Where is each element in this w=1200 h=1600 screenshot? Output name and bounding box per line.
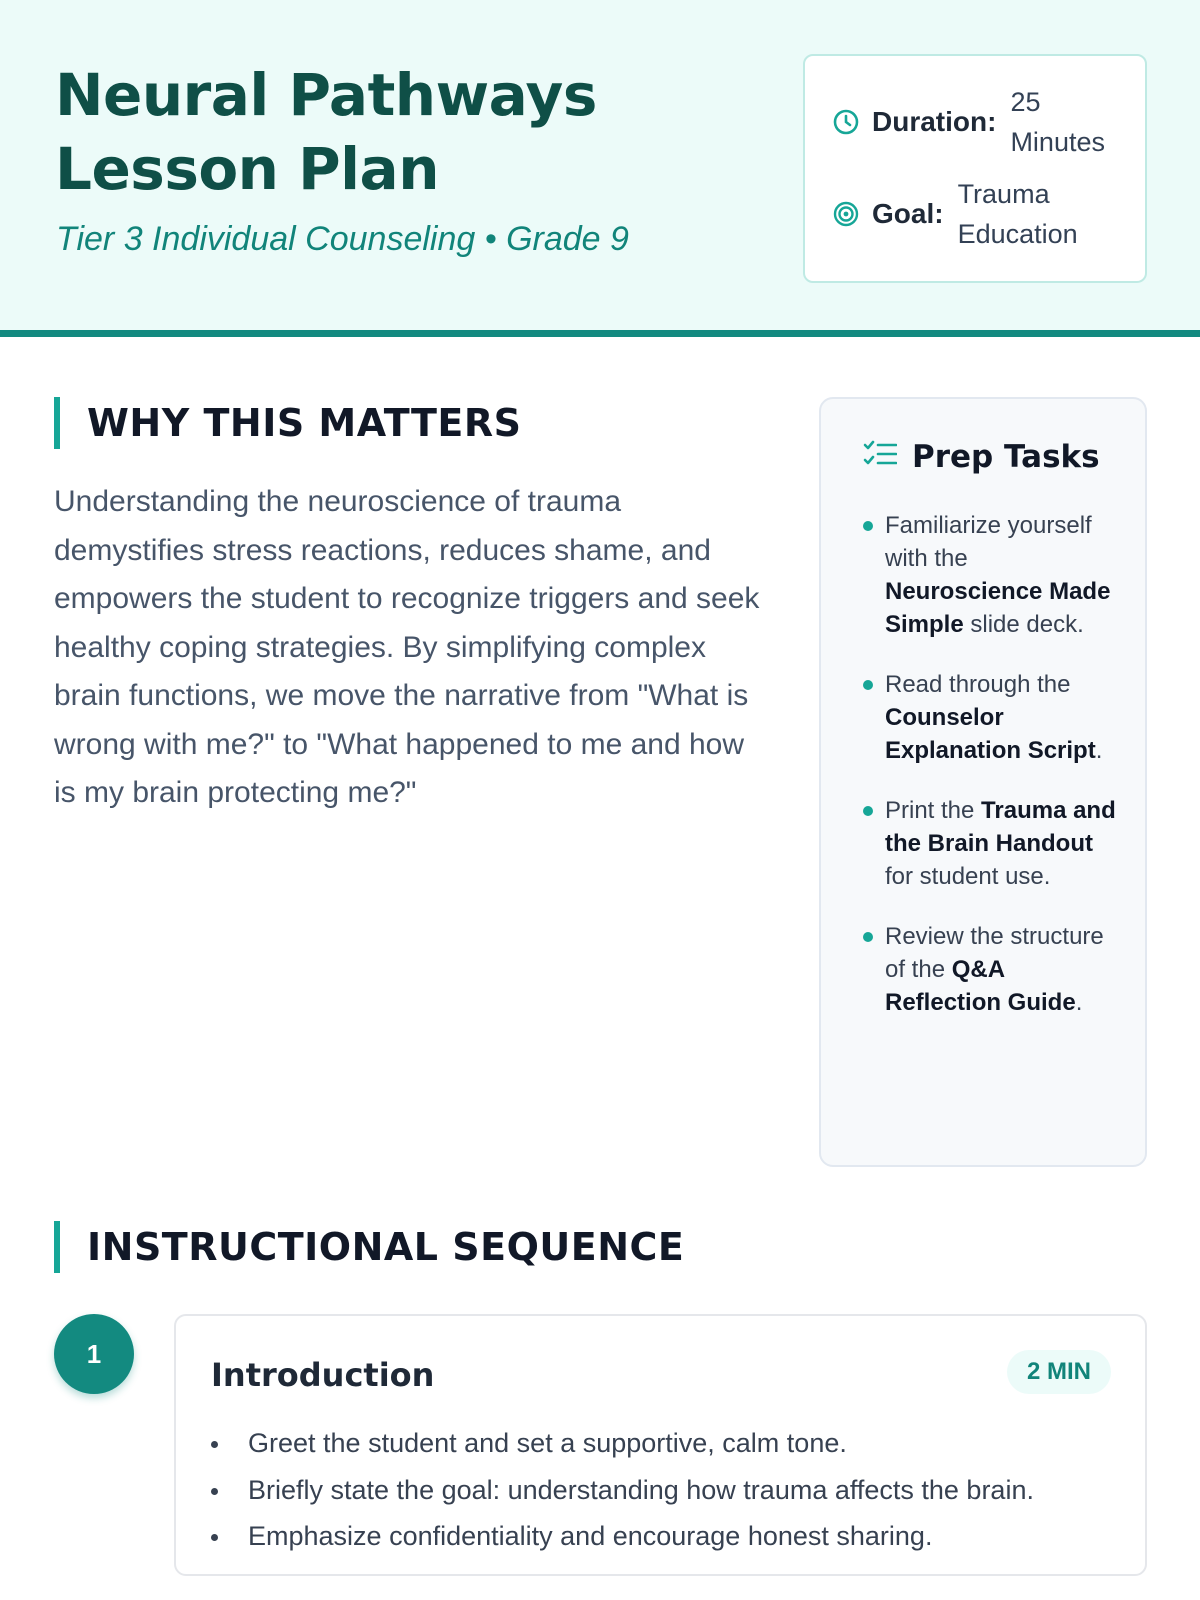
step-bullet: Emphasize confidentiality and encourage honest sharing. [211, 1513, 1111, 1560]
duration-value: 25 Minutes [1010, 87, 1105, 157]
step-number-badge: 1 [54, 1314, 134, 1394]
why-heading: WHY THIS MATTERS [54, 397, 522, 449]
sequence-heading: INSTRUCTIONAL SEQUENCE [54, 1221, 684, 1273]
prep-item: Familiarize yourself with the Neuroscience Made Simple slide deck. [863, 509, 1123, 641]
why-body: Understanding the neuroscience of trauma demystifies stress reactions, reduces shame, and empowers the student to recognize triggers and seek healthy coping strategies. By simplifying complex brain functions, we move the narrative from "What is wrong with me?" to "What happened to me and how is my brain protecting me?" [54, 485, 760, 809]
goal-row [832, 174, 1088, 254]
step-bullet: Briefly state the goal: understanding how trauma affects the brain. [211, 1467, 1111, 1514]
step-card-introduction [174, 1314, 1147, 1576]
prep-item: Print the Trauma and the Brain Handout for student use. [863, 794, 1123, 893]
step-title: Introduction [211, 1356, 435, 1394]
target-icon [832, 200, 860, 228]
duration-label: Duration: [872, 106, 997, 137]
goal-label: Goal: [872, 198, 944, 229]
prep-list [863, 509, 1123, 1046]
prep-tasks-card [819, 397, 1147, 1167]
lesson-header [0, 0, 1200, 337]
prep-item: Review the structure of the Q&A Reflection Guide. [863, 920, 1123, 1019]
step-bullet: Greet the student and set a supportive, calm tone. [211, 1420, 1111, 1467]
prep-item: Read through the Counselor Explanation Script. [863, 668, 1123, 767]
checklist-icon [863, 440, 897, 475]
prep-title: Prep Tasks [912, 439, 1100, 475]
lesson-meta-card [803, 54, 1147, 283]
duration-row [832, 82, 1140, 162]
page-title: Neural Pathways Lesson Plan [55, 61, 597, 203]
step-bullets [211, 1420, 1111, 1560]
page-subtitle: Tier 3 Individual Counseling • Grade 9 [56, 220, 629, 258]
step-duration-badge: 2 MIN [1007, 1350, 1111, 1394]
goal-value: Trauma Education [957, 179, 1078, 249]
prep-title-row [863, 439, 1100, 475]
clock-icon [832, 108, 860, 136]
